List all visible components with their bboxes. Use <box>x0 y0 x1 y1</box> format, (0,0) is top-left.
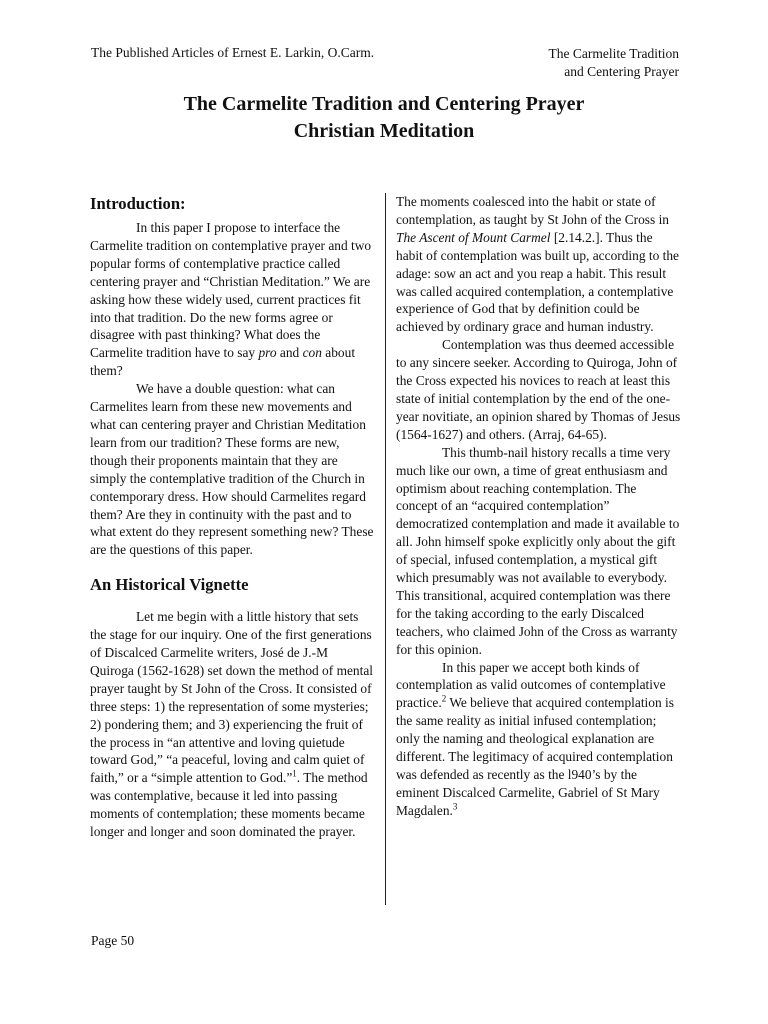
right-p4-text-a: In this paper we accept both kinds of contemplation as valid outcomes of contemplative practice. <box>396 659 666 711</box>
introduction-paragraph-1 <box>90 219 375 380</box>
column-divider <box>385 193 386 905</box>
right-paragraph-2: Contemplation was thus deemed accessible to any sincere seeker. According to Quiroga, John of the Cross expected his novices to reach at least this state of initial contemplation by the end of the one-year novitiate, an opinion shared by Thomas of Jesus (1564-1627) and others. (Arraj, 64-65). <box>396 337 681 442</box>
right-paragraph-3: This thumb-nail history recalls a time very much like our own, a time of great enthusiasm and optimism about reaching contemplation. The concept of an “acquired contemplation” democratized contemplation and made it available to all. John himself spoke explicitly only about the gift of special, infused contemplation, a mystical gift which presumably was not available to everybody. This transitional, acquired contemplation was there for the taking according to the early Discalced teachers, who claimed John of the Cross as warranty for this opinion. <box>396 444 680 657</box>
right-p4-text-b: We believe that acquired contemplation is the same reality as initial infused contemplation; only the naming and theological explanation are different. The legitimacy of acquired contemplation was defended as recently as the l940’s by the eminent Discalced Carmelite, Gabriel of St Mary Magdalen. <box>396 695 674 818</box>
right-p1-text-a: The moments coalesced into the habit or state of contemplation, as taught by St John of the Cross in <box>396 194 669 227</box>
intro-p1-pro: pro <box>258 345 277 361</box>
vignette-p1-text-b: . The method was contemplative, because it led into passing moments of contemplation; these moments became longer and longer and soon dominated the prayer. <box>90 770 368 840</box>
document-subtitle: Christian Meditation <box>293 120 475 142</box>
running-header-right <box>549 45 680 81</box>
footnote-ref-1: 1 <box>292 768 297 779</box>
running-header-right-line2: and Centering Prayer <box>564 64 679 79</box>
book-title-ascent: The Ascent of Mount Carmel <box>396 229 551 245</box>
footnote-ref-2: 2 <box>441 693 447 704</box>
intro-p1-text-b: and <box>276 345 303 361</box>
running-header-right-line1: The Carmelite Tradition <box>548 46 679 61</box>
document-title: The Carmelite Tradition and Centering Prayer <box>183 93 585 115</box>
right-paragraph-1 <box>396 193 681 336</box>
intro-p1-text-c: about them? <box>90 345 356 379</box>
right-paragraph-4 <box>396 659 681 820</box>
right-column <box>396 193 681 820</box>
page-number: Page 50 <box>91 933 135 948</box>
introduction-paragraph-2: We have a double question: what can Carmelites learn from these new movements and what can centering prayer and Christian Meditation learn from our tradition? These forms are new, though their proponents maintain that they are simply the contemplative tradition of the Church in contemporary dress. How should Carmelites regard them? Are they in continuity with the past and to what extent do they represent something new? These are the questions of this paper. <box>90 381 374 558</box>
introduction-heading: Introduction: <box>90 194 186 213</box>
right-p1-text-b: [2.14.2.]. Thus the habit of contemplation was built up, according to the adage: sow an act and you reap a habit. This result was called acquired contemplation, a contemplative experience of God that by definition could be achieved by ordinary grace and human industry. <box>396 229 679 335</box>
running-header-left: The Published Articles of Ernest E. Larkin, O.Carm. <box>91 45 375 60</box>
intro-p1-con: con <box>302 345 322 361</box>
intro-p1-text-a: In this paper I propose to interface the Carmelite tradition on contemplative prayer and two popular forms of contemplative practice called centering prayer and “Christian Meditation.” We are asking how these widely used, current practices fit into that tradition. Do the new forms agree or disagree with past thinking? What does the Carmelite tradition have to say <box>90 220 372 361</box>
vignette-paragraph-1 <box>90 608 375 841</box>
left-column <box>90 193 375 841</box>
vignette-p1-text-a: Let me begin with a little history that sets the stage for our inquiry. One of the first generations of Discalced Carmelite writers, José de J.-M Quiroga (1562-1628) set down the method of mental prayer taught by St John of the Cross. It consisted of three steps: 1) the representation of some mysteries; 2) pondering them; and 3) experiencing the fruit of the process in “an attentive and loving quietude toward God,” “a peaceful, loving and calm quiet of faith,” or a “simple attention to God.” <box>90 609 374 786</box>
footnote-ref-3: 3 <box>452 801 458 812</box>
historical-vignette-heading: An Historical Vignette <box>90 575 249 595</box>
